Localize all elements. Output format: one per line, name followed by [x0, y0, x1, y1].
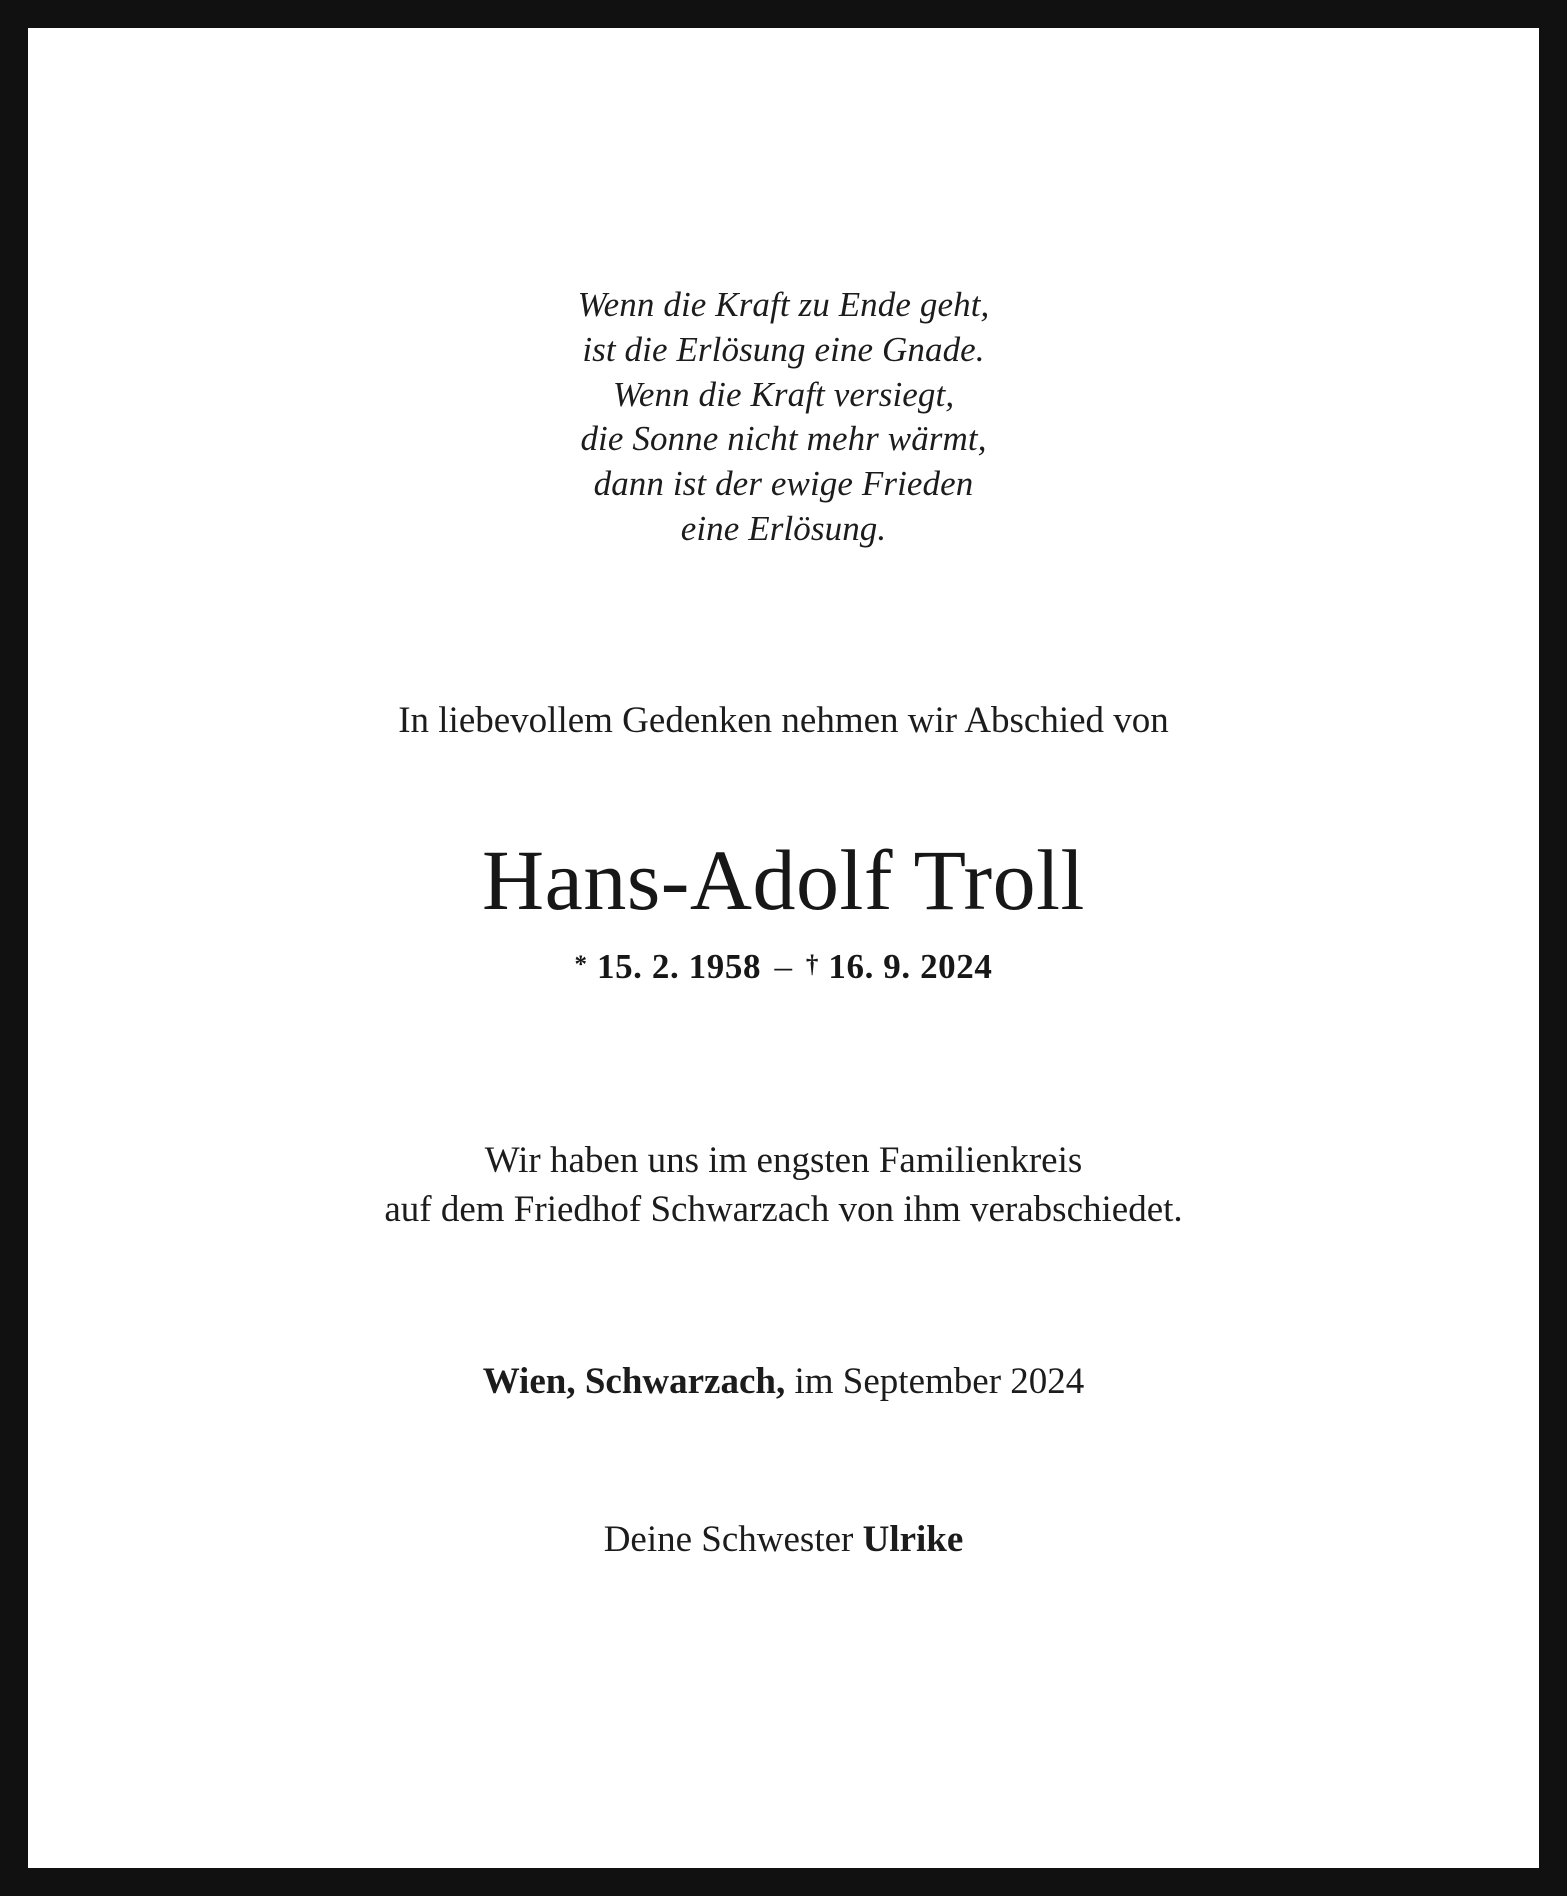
date-separator: – [774, 947, 793, 987]
place-names: Wien, Schwarzach, [482, 1360, 786, 1402]
place-and-date [483, 1360, 1085, 1403]
farewell-line-2: auf dem Friedhof Schwarzach von ihm verabschiedet. [384, 1189, 1183, 1230]
verse-line-5: dann ist der ewige Frieden [593, 464, 974, 504]
deceased-name: Hans-Adolf Troll [482, 831, 1085, 928]
obituary-card [28, 28, 1539, 1868]
survivor-relation: Deine Schwester [603, 1518, 854, 1560]
verse-line-3: Wenn die Kraft versiegt, [612, 374, 955, 414]
verse-line-1: Wenn die Kraft zu Ende geht, [577, 285, 990, 324]
verse-line-2: ist die Erlösung eine Gnade. [582, 329, 985, 369]
life-dates [575, 947, 993, 987]
verse-block [578, 283, 990, 552]
survivor-name: Ulrike [862, 1518, 964, 1560]
verse-line-4: die Sonne nicht mehr wärmt, [580, 419, 987, 459]
birth-star-icon: * [574, 951, 588, 979]
farewell-line-1: Wir haben uns im engsten Familienkreis [484, 1140, 1083, 1182]
survivor-line [604, 1518, 964, 1561]
notice-date: im September 2024 [794, 1360, 1085, 1402]
farewell-block [384, 1137, 1182, 1235]
intro-text: In liebevollem Gedenken nehmen wir Abschied von [398, 699, 1169, 741]
verse-line-6: eine Erlösung. [680, 508, 887, 548]
death-cross-icon: † [805, 951, 820, 979]
birth-date: 15. 2. 1958 [596, 947, 762, 987]
death-date: 16. 9. 2024 [828, 947, 993, 987]
